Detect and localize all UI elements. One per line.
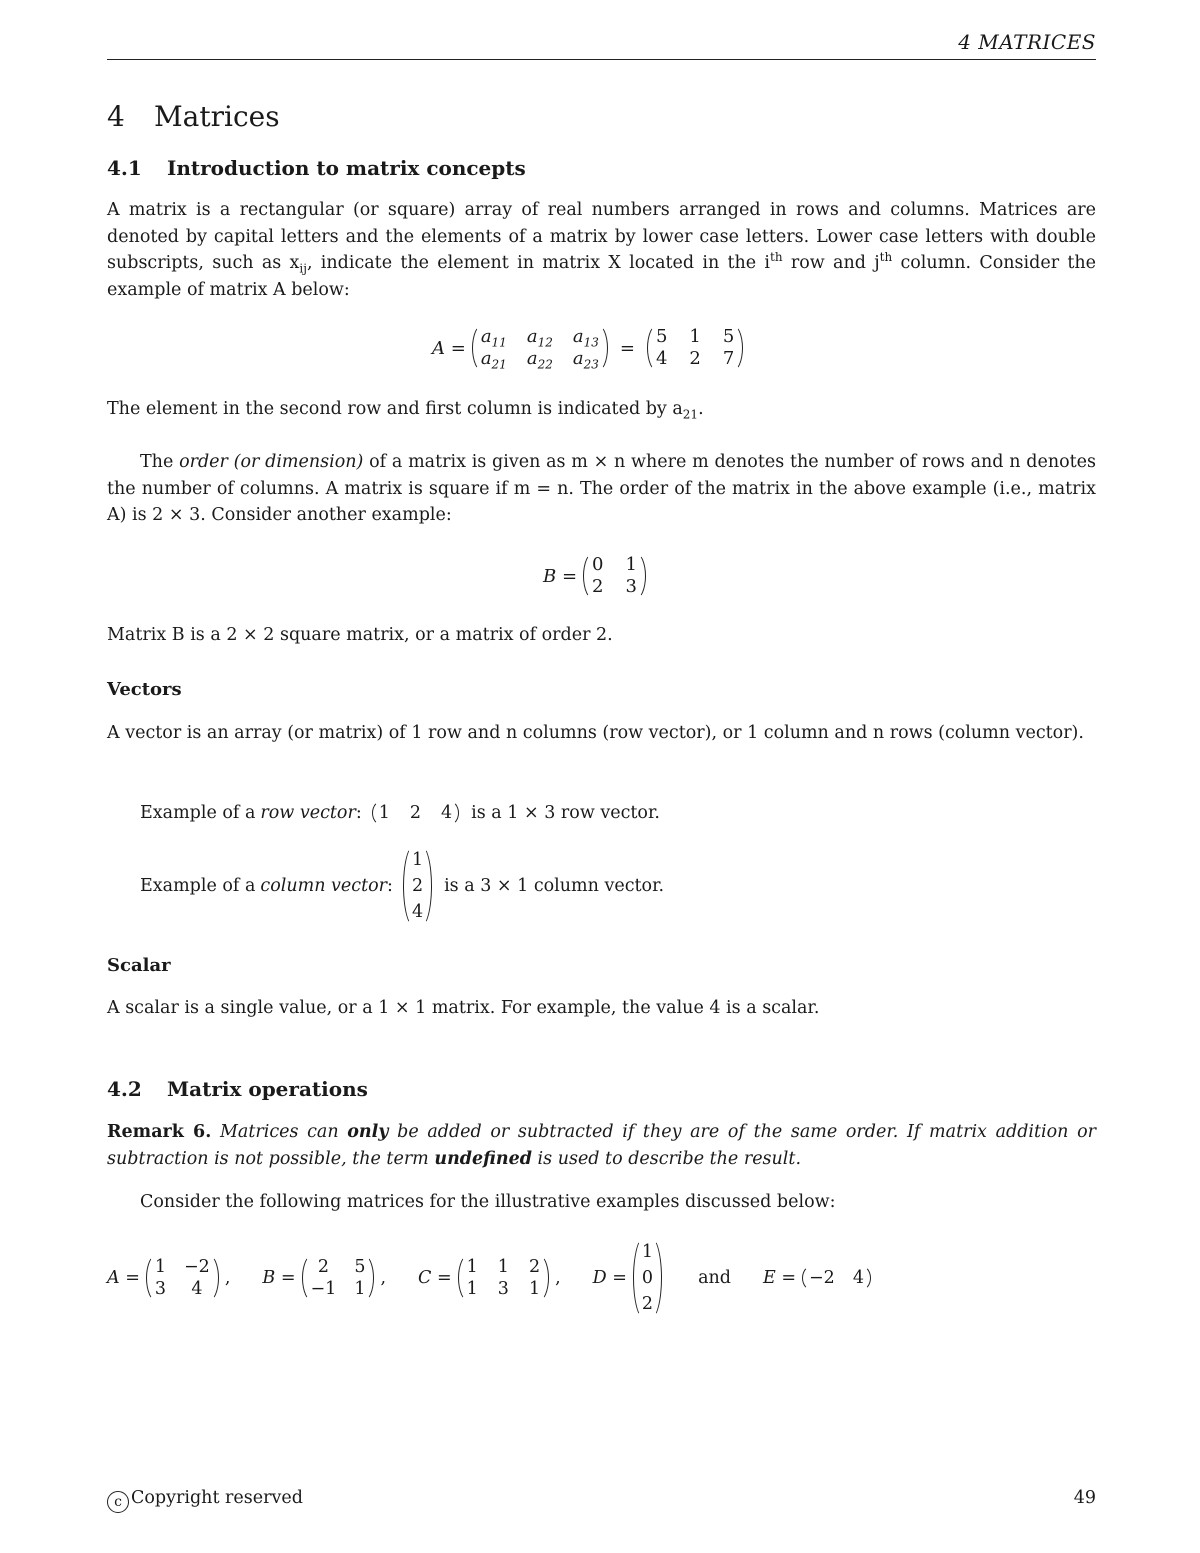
matrix-cell: $a_{11}$ bbox=[480, 326, 507, 350]
matrix-d bbox=[631, 1237, 664, 1319]
superscript-th: th bbox=[770, 250, 783, 265]
matrix-cell: −2 bbox=[184, 1257, 210, 1277]
matrix-cell: −1 bbox=[310, 1279, 337, 1299]
separator: , bbox=[224, 1268, 231, 1288]
matrix-cell: $a_{12}$ bbox=[526, 326, 553, 350]
matrix-e-lhs: E = bbox=[762, 1268, 796, 1288]
matrix-cell: 1 bbox=[641, 1242, 654, 1262]
section-number: 4.2 bbox=[107, 1077, 142, 1101]
matrix-cell: 1 bbox=[497, 1257, 509, 1277]
matrix-c bbox=[456, 1254, 551, 1302]
matrix-cell: 5 bbox=[722, 326, 735, 347]
matrix-cell: $a_{22}$ bbox=[526, 348, 553, 372]
matrix-cell: 3 bbox=[154, 1279, 167, 1299]
copyright-footer bbox=[107, 1488, 303, 1513]
matrix-cell: 1 bbox=[528, 1279, 541, 1299]
copyright-icon: c bbox=[107, 1491, 129, 1513]
matrix-cell: 1 bbox=[689, 326, 701, 347]
vector-cell: 2 bbox=[409, 803, 422, 823]
scalar-title: Scalar bbox=[107, 955, 171, 976]
remark-text-1: Matrices can bbox=[211, 1122, 348, 1142]
matrix-cell: 2 bbox=[689, 348, 701, 369]
vector-cell: 4 bbox=[441, 803, 453, 823]
matrix-cell: $a_{23}$ bbox=[572, 348, 599, 372]
element-text: The element in the second row and first column is indicated by a bbox=[107, 399, 683, 419]
matrix-cell: 0 bbox=[641, 1268, 654, 1288]
remark-text-3: is used to describe the result. bbox=[531, 1148, 802, 1169]
section-heading-4-1 bbox=[107, 156, 526, 180]
matrix-cell: 5 bbox=[354, 1257, 366, 1277]
matrix-c-lhs: C = bbox=[418, 1268, 452, 1288]
matrix-cell: 3 bbox=[497, 1279, 509, 1299]
col-ex-tail: is a 3 × 1 column vector. bbox=[444, 876, 665, 896]
equation-matrix-b bbox=[543, 548, 652, 604]
matrix-cell: 4 bbox=[655, 348, 668, 369]
matrix-cell: 2 bbox=[592, 576, 604, 597]
header-rule bbox=[107, 59, 1096, 60]
numeric-matrix bbox=[645, 324, 745, 372]
and-word: and bbox=[698, 1268, 731, 1288]
remark-label: Remark 6. bbox=[107, 1122, 212, 1142]
vectors-heading bbox=[107, 679, 182, 700]
vector-cell: 1 bbox=[411, 850, 424, 870]
page-number: 49 bbox=[1073, 1488, 1096, 1508]
matrix-b-lhs: B = bbox=[262, 1268, 296, 1288]
matrix-a bbox=[144, 1254, 221, 1302]
column-vector-example bbox=[140, 844, 664, 928]
colon: : bbox=[387, 876, 393, 896]
matrix-cell: $a_{21}$ bbox=[480, 348, 507, 372]
separator: , bbox=[555, 1268, 561, 1288]
chapter-heading bbox=[107, 100, 280, 133]
scalar-heading bbox=[107, 955, 171, 976]
matrix-cell: 3 bbox=[625, 576, 637, 597]
section-number: 4.1 bbox=[107, 156, 142, 180]
order-emphasis: order (or dimension) bbox=[179, 452, 364, 472]
matrix-cell: 1 bbox=[466, 1257, 478, 1277]
section-heading-4-2 bbox=[107, 1077, 368, 1101]
matrix-e bbox=[800, 1265, 873, 1291]
order-text-1: The bbox=[140, 452, 180, 472]
matrix-cell: 1 bbox=[625, 554, 637, 575]
order-text-2: of a matrix is given as m × n where m denotes the number of rows and n denotes the number of columns. A matrix is square if m = n. The order of the matrix in the above example (i.e., matrix A) is 2 × 3. Consider another example: bbox=[107, 452, 1096, 525]
matrix-b-example bbox=[300, 1254, 377, 1302]
separator: , bbox=[380, 1268, 387, 1288]
intro-text-3: row and j bbox=[782, 253, 880, 273]
matrix-cell: 5 bbox=[655, 326, 668, 347]
vectors-title: Vectors bbox=[107, 679, 182, 700]
matrix-cell: $a_{13}$ bbox=[572, 326, 599, 350]
period: . bbox=[698, 399, 704, 419]
scalar-paragraph: A scalar is a single value, or a 1 × 1 matrix. For example, the value 4 is a scalar. bbox=[107, 998, 820, 1018]
matrix-b-paragraph: Matrix B is a 2 × 2 square matrix, or a matrix of order 2. bbox=[107, 625, 613, 645]
matrix-cell: 1 bbox=[466, 1279, 478, 1299]
matrix-cell: 4 bbox=[191, 1279, 203, 1299]
matrix-cell: 0 bbox=[592, 554, 604, 575]
remark-undefined: undefined bbox=[434, 1148, 532, 1169]
superscript-th-2: th bbox=[879, 250, 893, 265]
copyright-text: Copyright reserved bbox=[131, 1488, 303, 1508]
remark-text-2: be added or subtracted if they are of the same order. If matrix addition or subtraction is not possible, the term bbox=[107, 1122, 1096, 1169]
matrix-cell: 1 bbox=[154, 1257, 167, 1277]
remark-only: only bbox=[347, 1122, 389, 1142]
column-vector bbox=[401, 845, 434, 927]
vector-cell: 1 bbox=[378, 803, 390, 823]
vector-cell: 4 bbox=[411, 902, 424, 922]
vector-cell: 2 bbox=[411, 876, 424, 896]
element-paragraph bbox=[107, 396, 1096, 423]
matrix-cell: 1 bbox=[354, 1279, 366, 1299]
matrix-cell: −2 bbox=[809, 1268, 835, 1288]
example-matrices bbox=[107, 1236, 877, 1320]
col-ex-text: Example of a bbox=[140, 876, 256, 896]
equation-lhs: B = bbox=[543, 565, 578, 587]
section-title: Introduction to matrix concepts bbox=[167, 156, 526, 180]
intro-text-2: , indicate the element in matrix X located in the i bbox=[306, 253, 771, 273]
matrix-a-lhs: A = bbox=[107, 1268, 140, 1288]
equation-matrix-a: A = $a_{11}$ $a_{12}$ $a_{13}$ $a_{21}$ $a_{22}$ $a_{23}$ = 5 1 5 4 2 7 bbox=[432, 320, 749, 376]
subscript-21: 21 bbox=[682, 407, 699, 422]
matrix-cell: 2 bbox=[317, 1257, 329, 1277]
vectors-paragraph: A vector is an array (or matrix) of 1 row and n columns (row vector), or 1 column and n rows (column vector). bbox=[107, 723, 1084, 743]
intro-text-1: A matrix is a rectangular (or square) array of real numbers arranged in rows and columns. Matrices are denoted by capital letters and the elements of a matrix by lower case letters. Lower case letters with double subscripts, such as x bbox=[107, 200, 1096, 273]
chapter-number: 4 bbox=[107, 100, 125, 133]
matrix-cell: 2 bbox=[528, 1257, 541, 1277]
row-ex-tail: is a 1 × 3 row vector. bbox=[471, 803, 660, 823]
remark-paragraph bbox=[107, 1119, 1096, 1172]
matrix-b bbox=[581, 552, 648, 600]
row-vector-term: row vector bbox=[260, 803, 356, 823]
row-vector-example bbox=[140, 798, 660, 828]
colon: : bbox=[355, 803, 362, 823]
row-ex-text: Example of a bbox=[140, 803, 256, 823]
matrix-cell: 2 bbox=[641, 1294, 654, 1314]
chapter-title: Matrices bbox=[154, 100, 280, 133]
subscript-ij: ij bbox=[299, 261, 307, 276]
matrix-d-lhs: D = bbox=[592, 1268, 627, 1288]
intro-text-4: column. Consider the example of matrix A below: bbox=[107, 253, 1096, 300]
column-vector-term: column vector bbox=[260, 876, 388, 896]
row-vector bbox=[370, 800, 461, 826]
equation-lhs: A = bbox=[432, 337, 466, 359]
consider-paragraph: Consider the following matrices for the illustrative examples discussed below: bbox=[140, 1192, 836, 1212]
section-title: Matrix operations bbox=[167, 1077, 368, 1101]
symbolic-matrix bbox=[470, 324, 610, 372]
matrix-cell: 4 bbox=[852, 1268, 864, 1288]
intro-paragraph bbox=[107, 197, 1096, 303]
running-header: 4 MATRICES bbox=[958, 30, 1096, 54]
matrix-cell: 7 bbox=[722, 348, 735, 369]
order-paragraph bbox=[107, 449, 1096, 529]
